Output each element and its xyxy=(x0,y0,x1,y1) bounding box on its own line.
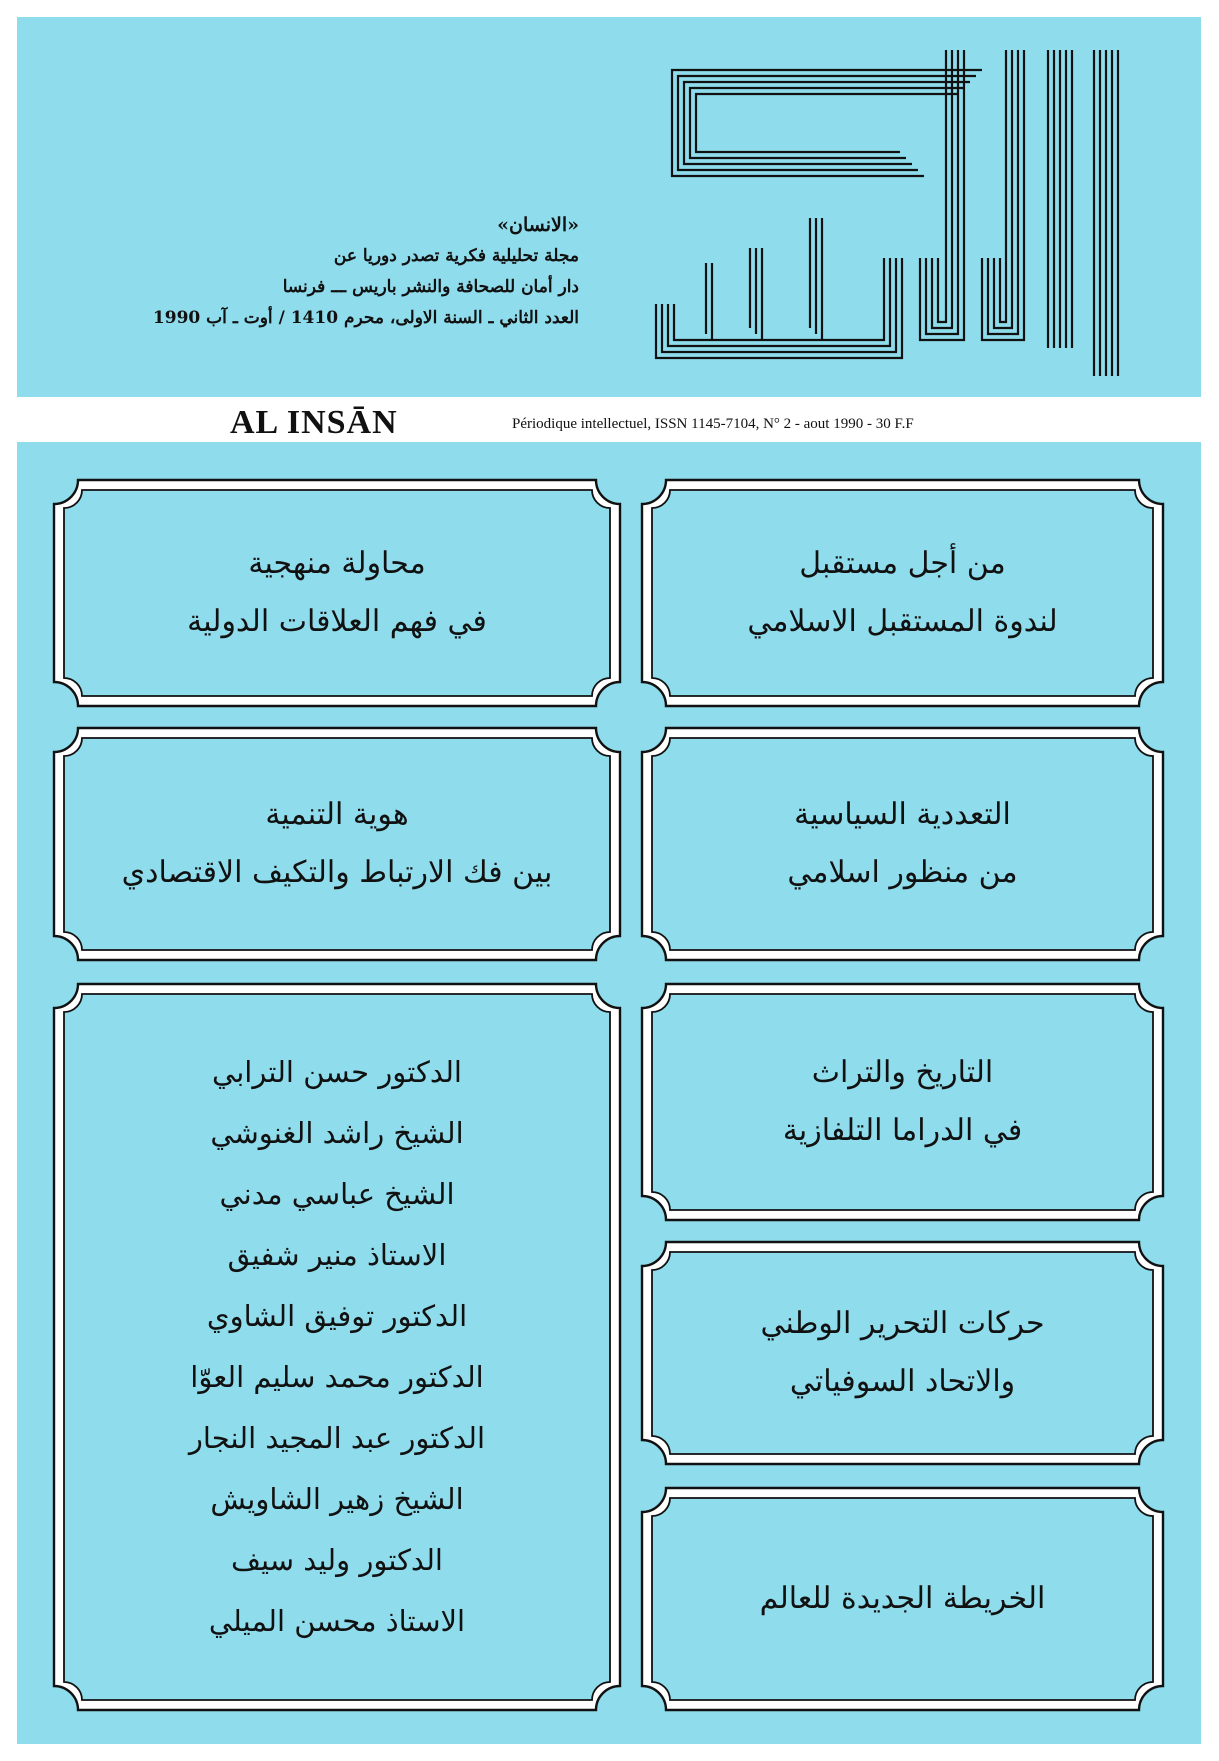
contributor-name: الشيخ راشد الغنوشي xyxy=(210,1116,464,1150)
article-box-left-2 xyxy=(52,726,622,962)
logo-stroke-group-upper xyxy=(672,70,982,176)
article-title-line: في فهم العلاقات الدولية xyxy=(187,604,487,639)
article-title-line: بين فك الارتباط والتكيف الاقتصادي xyxy=(121,855,553,890)
publisher-line-2: دار أمان للصحافة والنشر باريس ـــ فرنسا xyxy=(282,277,579,297)
article-title-line: والاتحاد السوفياتي xyxy=(789,1364,1016,1399)
contributor-name: الاستاذ منير شفيق xyxy=(227,1238,447,1272)
contributor-name: الدكتور وليد سيف xyxy=(231,1543,443,1577)
article-title-line: في الدراما التلفازية xyxy=(782,1113,1023,1148)
contributor-name: الاستاذ محسن الميلي xyxy=(208,1604,466,1638)
publisher-title: «الانسان» xyxy=(497,214,579,236)
article-box-right-5 xyxy=(640,1486,1165,1712)
contributor-name: الدكتور عبد المجيد النجار xyxy=(188,1421,486,1455)
article-title-line: التعددية السياسية xyxy=(794,797,1011,832)
article-title-line: الخريطة الجديدة للعالم xyxy=(759,1581,1046,1616)
contributor-name: الشيخ زهير الشاويش xyxy=(210,1482,464,1516)
article-title-line: حركات التحرير الوطني xyxy=(760,1306,1045,1341)
article-title-line: هوية التنمية xyxy=(265,797,409,832)
issue-info: Périodique intellectuel, ISSN 1145-7104, N° 2 - aout 1990 - 30 F.F xyxy=(512,416,914,432)
magazine-title-latin: AL INSĀN xyxy=(230,404,398,441)
article-box-right-4 xyxy=(640,1240,1165,1466)
article-title-line: من أجل مستقبل xyxy=(799,546,1006,581)
article-title-line: من منظور اسلامي xyxy=(787,855,1018,890)
article-box-right-3 xyxy=(640,982,1165,1222)
publisher-info xyxy=(59,210,579,334)
contributor-name: الدكتور توفيق الشاوي xyxy=(206,1299,468,1333)
contributors-box xyxy=(52,982,622,1712)
article-title-line: لندوة المستقبل الاسلامي xyxy=(747,604,1058,639)
magazine-logo xyxy=(652,48,1128,378)
contributor-name: الدكتور محمد سليم العوّا xyxy=(190,1360,484,1394)
article-title-line: محاولة منهجية xyxy=(248,546,426,581)
article-title-line: التاريخ والتراث xyxy=(811,1055,994,1090)
article-box-right-1 xyxy=(640,478,1165,708)
publisher-line-3: العدد الثاني ـ السنة الاولى، محرم 1410 / أوت ـ آب 1990 xyxy=(152,308,579,328)
contributor-name: الشيخ عباسي مدني xyxy=(219,1177,455,1211)
publisher-line-1: مجلة تحليلية فكرية تصدر دوريا عن xyxy=(333,246,579,266)
logo-stroke-group-right xyxy=(1048,50,1118,376)
contributor-name: الدكتور حسن الترابي xyxy=(212,1055,462,1089)
article-box-left-1 xyxy=(52,478,622,708)
logo-stroke-group-baseline xyxy=(656,218,902,358)
article-box-right-2 xyxy=(640,726,1165,962)
